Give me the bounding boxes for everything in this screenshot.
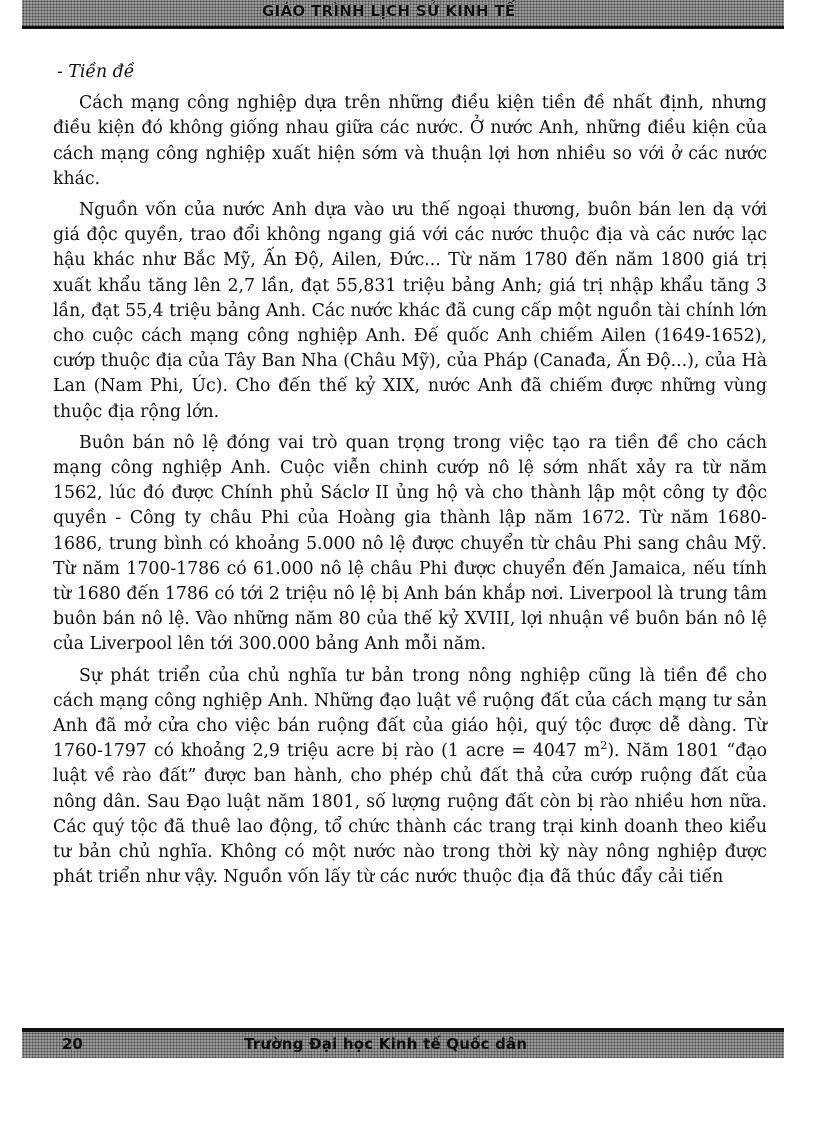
header-title: GIÁO TRÌNH LỊCH SỬ KINH TẾ — [262, 2, 516, 20]
paragraph: Buôn bán nô lệ đóng vai trò quan trọng trong việc tạo ra tiền đề cho cách mạng công nghiệp Anh. Cuộc viễn chinh cướp nô lệ sớm nhất xảy ra từ năm 1562, lúc đó được Chính phủ Sáclơ II ủng hộ và cho thành lập một công ty độc quyền - Công ty châu Phi của Hoàng gia thành lập năm 1672. Từ năm 1680-1686, trung bình có khoảng 5.000 nô lệ được chuyển từ châu Phi sang châu Mỹ. Từ năm 1700-1786 có 61.000 nô lệ châu Phi được chuyển đến Jamaica, nếu tính từ 1680 đến 1786 có tới 2 triệu nô lệ bị Anh bán khắp nơi. Liverpool là trung tâm buôn bán nô lệ. Vào những năm 80 của thế kỷ XVIII, lợi nhuận về buôn bán nô lệ của Liverpool lên tới 300.000 bảng Anh mỗi năm. — [53, 432, 767, 655]
page-body — [53, 60, 767, 897]
page-number: 20 — [62, 1035, 83, 1053]
section-heading: - Tiền đề — [57, 62, 135, 82]
paragraph: Nguồn vốn của nước Anh dựa vào ưu thế ngoại thương, buôn bán len dạ với giá độc quyền, trao đổi không ngang giá với các nước thuộc địa và các nước lạc hậu khác như Bắc Mỹ, Ấn Độ, Ailen, Đức... Từ năm 1780 đến năm 1800 giá trị xuất khẩu tăng lên 2,7 lần, đạt 55,831 triệu bảng Anh; giá trị nhập khẩu tăng 3 lần, đạt 55,4 triệu bảng Anh. Các nước khác đã cung cấp một nguồn tài chính lớn cho cuộc cách mạng công nghiệp Anh. Đế quốc Anh chiếm Ailen (1649-1652), cướp thuộc địa của Tây Ban Nha (Châu Mỹ), của Pháp (Canađa, Ấn Độ...), của Hà Lan (Nam Phi, Úc). Cho đến thế kỷ XIX, nước Anh đã chiếm được những vùng thuộc địa rộng lớn. — [53, 200, 767, 422]
page-footer — [22, 1028, 784, 1058]
superscript-two: 2 — [600, 739, 608, 753]
paragraph-text-start: Sự phát triển của chủ nghĩa tư bản trong nông nghiệp cũng là tiền đề cho cách mạng công nghiệp Anh. Những đạo luật về ruộng đất của cách mạng tư sản Anh đã mở cửa cho việc bán ruộng đất của giáo hội, quý tộc được dễ dàng. Từ 1760-1797 có khoảng 2,9 triệu acre bị rào (1 acre = 4047 m — [53, 665, 767, 762]
paragraph: Cách mạng công nghiệp dựa trên những điều kiện tiền đề nhất định, nhưng điều kiện đó không giống nhau giữa các nước. Ở nước Anh, những điều kiện của cách mạng công nghiệp xuất hiện sớm và thuận lợi hơn nhiều so với ở các nước khác. — [53, 93, 767, 189]
paragraph-text-end: ). Năm 1801 “đạo luật về rào đất” được ban hành, cho phép chủ đất thả cửa cướp ruộng đất của nông dân. Sau Đạo luật năm 1801, số lượng ruộng đất còn bị rào nhiều hơn nữa. Các quý tộc đã thuê lao động, tổ chức thành các trang trại kinh doanh theo kiểu tư bản chủ nghĩa. Không có một nước nào trong thời kỳ này nông nghiệp được phát triển như vậy. Nguồn vốn lấy từ các nước thuộc địa đã thúc đẩy cải tiến — [53, 741, 768, 888]
footer-title: Trường Đại học Kinh tế Quốc dân — [244, 1035, 528, 1053]
page-header — [22, 0, 784, 29]
paragraph-agriculture — [53, 664, 767, 891]
